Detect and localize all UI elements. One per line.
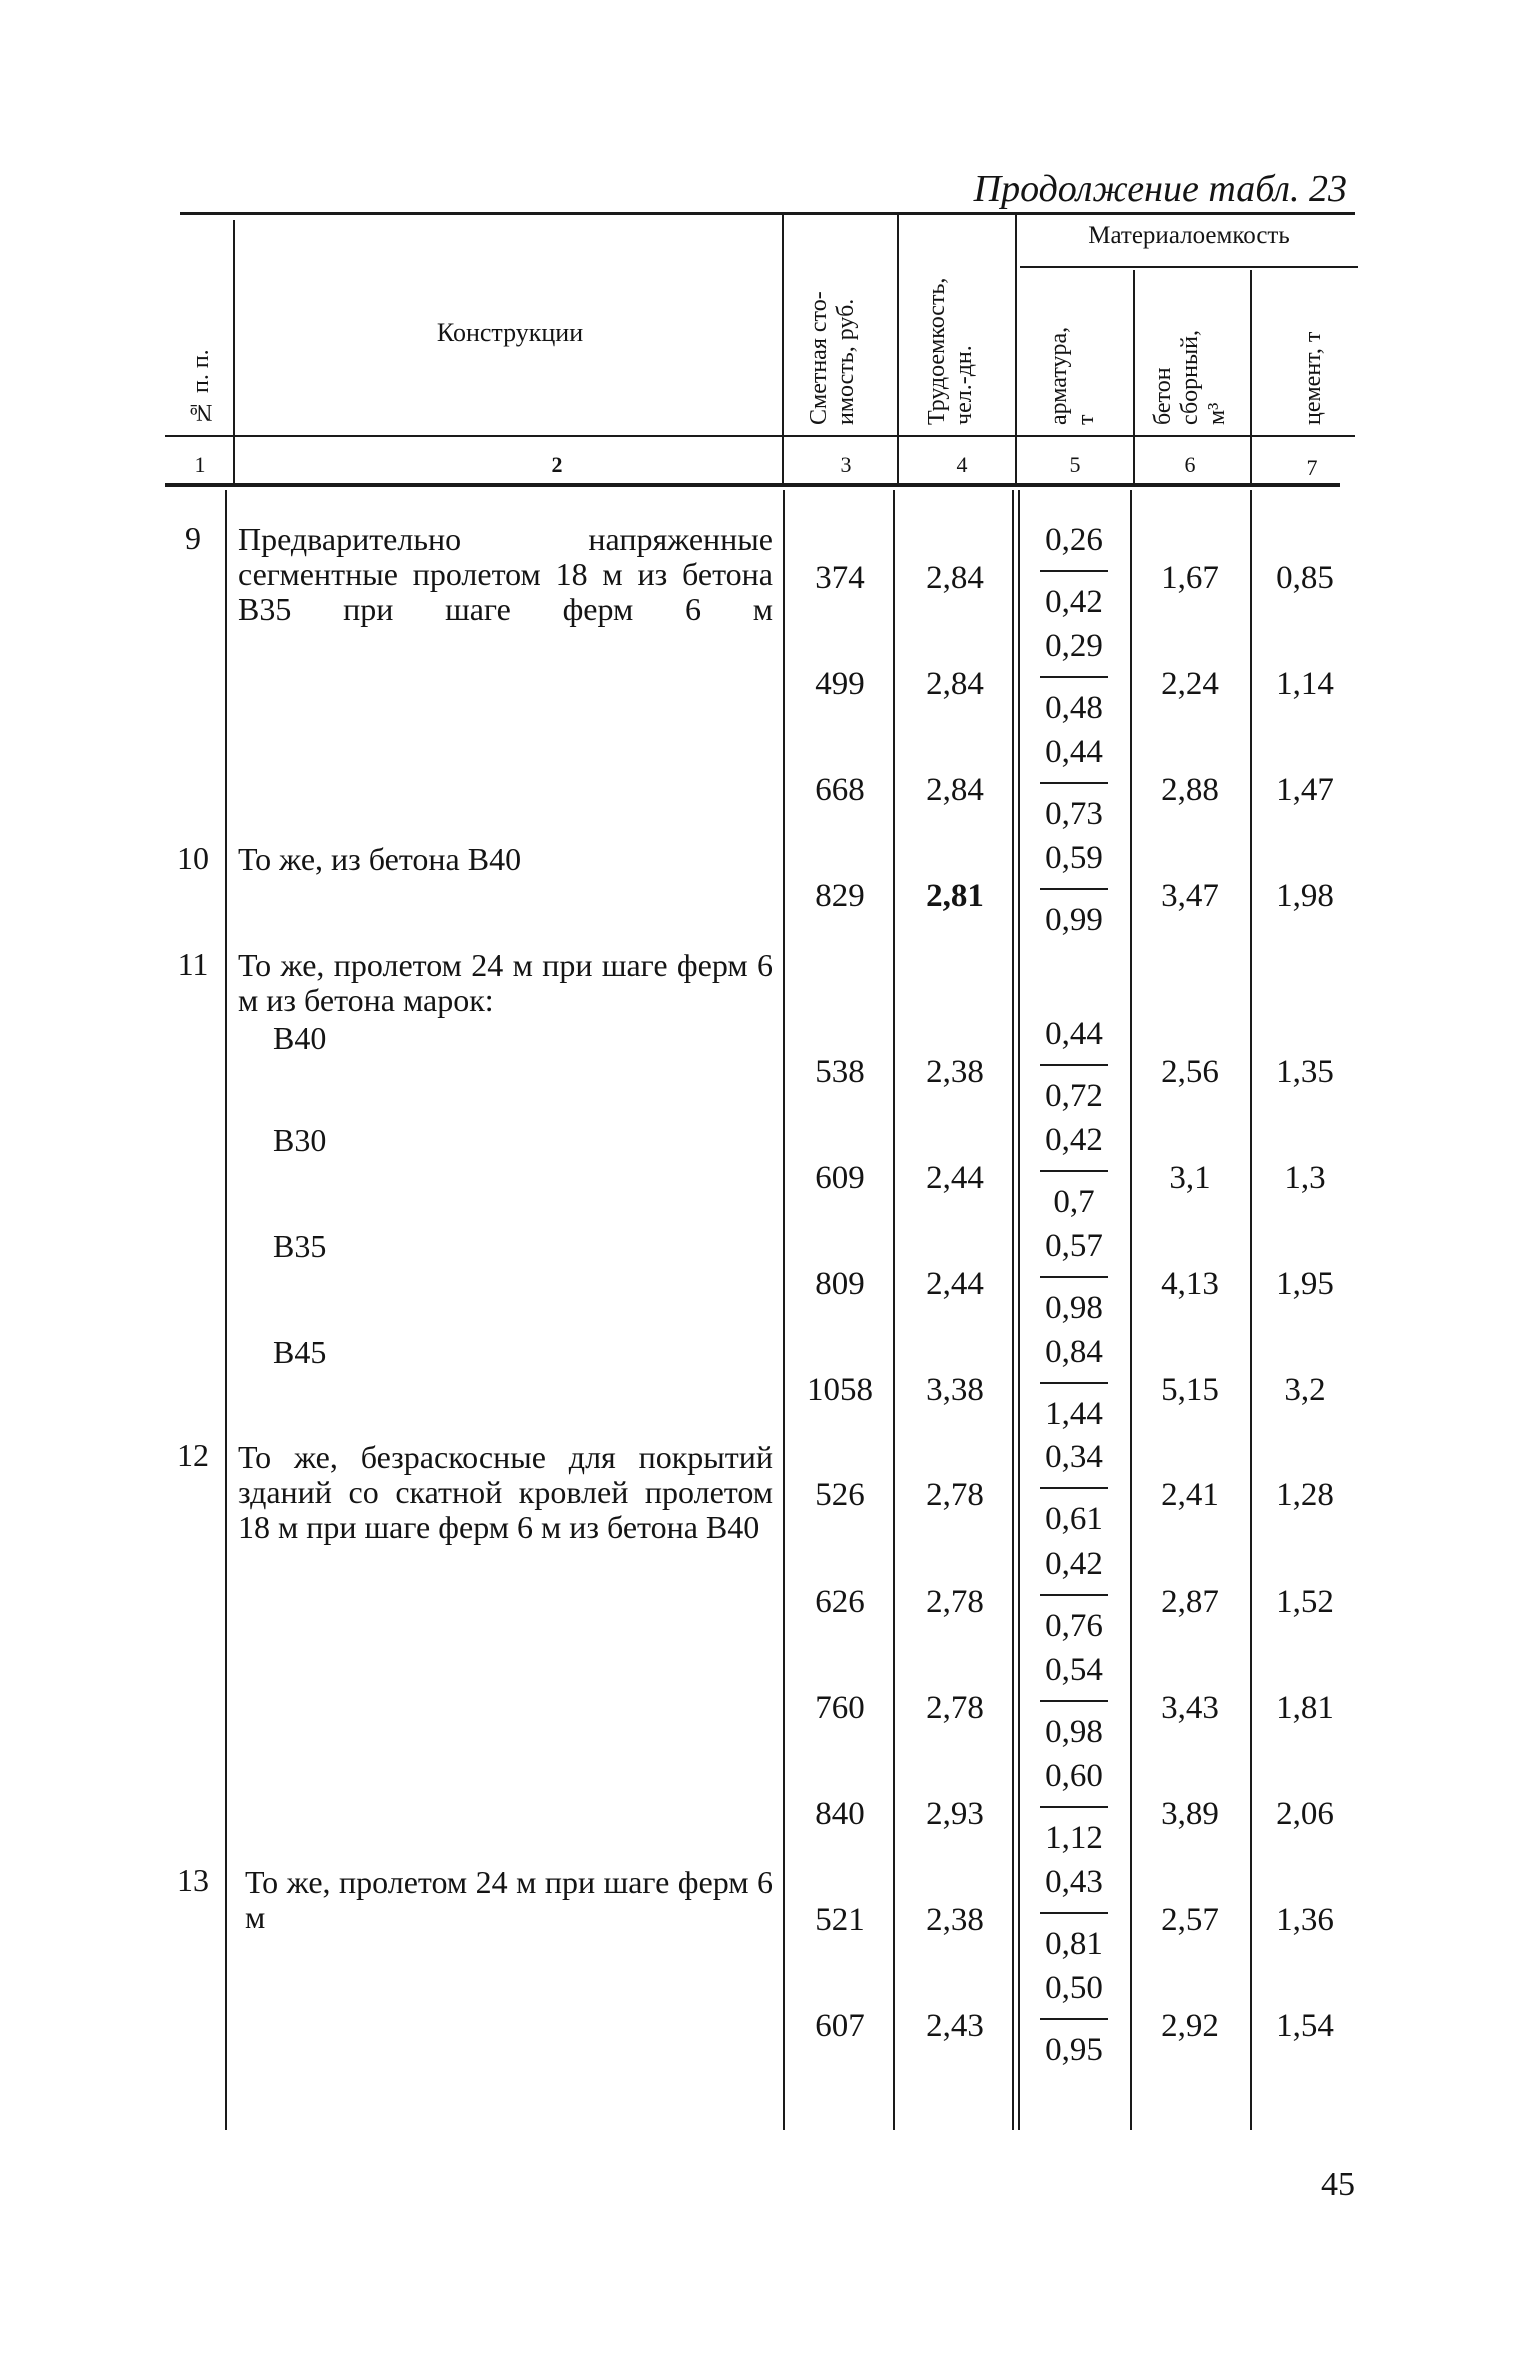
rebar-denominator: 0,7	[1053, 1184, 1095, 1220]
fraction-bar	[1040, 888, 1108, 890]
cell-concrete: 2,24	[1161, 666, 1219, 702]
column-number: 4	[956, 452, 968, 477]
cell-rebar-fraction	[1036, 1439, 1112, 1537]
cell-concrete: 2,56	[1161, 1054, 1219, 1090]
rebar-denominator: 0,99	[1045, 902, 1103, 938]
grade-label: B45	[273, 1334, 327, 1370]
body-col-line	[1018, 490, 1020, 2130]
header-col-line	[1015, 215, 1017, 483]
header-col-line	[782, 215, 784, 483]
header-cement: цемент, т	[1300, 331, 1326, 425]
cell-rebar-fraction	[1036, 628, 1112, 726]
rebar-numerator: 0,60	[1045, 1758, 1103, 1794]
cell-labor: 2,84	[926, 560, 984, 596]
cell-cement: 1,52	[1276, 1584, 1334, 1620]
fraction-bar	[1040, 570, 1108, 572]
cell-cost: 499	[815, 666, 865, 702]
cell-labor: 2,38	[926, 1902, 984, 1938]
cell-labor: 2,93	[926, 1796, 984, 1832]
cell-rebar-fraction	[1036, 1864, 1112, 1962]
cell-cost: 374	[815, 560, 865, 596]
rebar-numerator: 0,42	[1045, 1546, 1103, 1582]
cell-cost: 668	[815, 772, 865, 808]
cell-cement: 1,36	[1276, 1902, 1334, 1938]
rebar-denominator: 0,73	[1045, 796, 1103, 832]
column-number: 1	[194, 452, 206, 477]
rebar-numerator: 0,44	[1045, 734, 1103, 770]
cell-cement: 1,28	[1276, 1477, 1334, 1513]
cell-concrete: 2,88	[1161, 772, 1219, 808]
rebar-denominator: 0,72	[1045, 1078, 1103, 1114]
rebar-denominator: 0,61	[1045, 1501, 1103, 1537]
body-col-line	[1012, 490, 1014, 2130]
header-col-line	[1133, 270, 1135, 483]
cell-labor: 2,84	[926, 666, 984, 702]
cell-concrete: 2,92	[1161, 2008, 1219, 2044]
header-labor: Трудоемкость, чел.-дн.	[924, 277, 977, 425]
fraction-bar	[1040, 1700, 1108, 1702]
cell-cost: 521	[815, 1902, 865, 1938]
item-number: 10	[177, 840, 209, 876]
cell-labor: 2,78	[926, 1477, 984, 1513]
cell-concrete: 5,15	[1161, 1372, 1219, 1408]
fraction-bar	[1040, 676, 1108, 678]
fraction-bar	[1040, 1594, 1108, 1596]
rebar-numerator: 0,43	[1045, 1864, 1103, 1900]
item-number: 12	[177, 1437, 209, 1473]
cell-labor: 2,38	[926, 1054, 984, 1090]
rebar-numerator: 0,29	[1045, 628, 1103, 664]
header-top-rule	[180, 212, 1355, 215]
cell-cost: 840	[815, 1796, 865, 1832]
column-number: 3	[840, 452, 852, 477]
fraction-bar	[1040, 1382, 1108, 1384]
cell-rebar-fraction	[1036, 522, 1112, 620]
rebar-denominator: 0,98	[1045, 1290, 1103, 1326]
item-number: 13	[177, 1862, 209, 1898]
cell-cement: 1,3	[1284, 1160, 1326, 1196]
cell-rebar-fraction	[1036, 840, 1112, 938]
rebar-numerator: 0,34	[1045, 1439, 1103, 1475]
cell-concrete: 1,67	[1161, 560, 1219, 596]
cell-rebar-fraction	[1036, 1016, 1112, 1114]
cell-cement: 1,14	[1276, 666, 1334, 702]
cell-rebar-fraction	[1036, 1334, 1112, 1432]
cell-rebar-fraction	[1036, 1970, 1112, 2068]
body-col-line	[1250, 490, 1252, 2130]
table-caption: Продолжение табл. 23	[973, 168, 1347, 210]
rebar-numerator: 0,44	[1045, 1016, 1103, 1052]
item-description: То же, из бетона B40	[238, 841, 522, 877]
rebar-numerator: 0,26	[1045, 522, 1103, 558]
header-concrete: бетон сборный, м³	[1150, 330, 1230, 425]
header-col-line	[1250, 270, 1252, 483]
cell-cement: 0,85	[1276, 560, 1334, 596]
cell-concrete: 2,57	[1161, 1902, 1219, 1938]
cell-labor: 2,78	[926, 1584, 984, 1620]
fraction-bar	[1040, 1064, 1108, 1066]
column-number: 2	[551, 452, 563, 477]
header-col-line	[233, 220, 235, 483]
cell-labor: 2,44	[926, 1160, 984, 1196]
rebar-denominator: 1,12	[1045, 1820, 1103, 1856]
cell-cost: 1058	[807, 1372, 873, 1408]
column-number: 5	[1069, 452, 1081, 477]
rebar-numerator: 0,54	[1045, 1652, 1103, 1688]
grade-label: B30	[273, 1122, 327, 1158]
cell-cost: 609	[815, 1160, 865, 1196]
cell-cement: 1,35	[1276, 1054, 1334, 1090]
item-description: То же, пролетом 24 м при шаге ферм 6 м из бетона марок:	[238, 947, 773, 1018]
cell-labor: 3,38	[926, 1372, 984, 1408]
cell-cement: 1,95	[1276, 1266, 1334, 1302]
rebar-denominator: 1,44	[1045, 1396, 1103, 1432]
cell-cost: 809	[815, 1266, 865, 1302]
rebar-denominator: 0,42	[1045, 584, 1103, 620]
cell-rebar-fraction	[1036, 1546, 1112, 1644]
header-cost: Сметная сто- имость, руб.	[806, 291, 859, 425]
fraction-bar	[1040, 782, 1108, 784]
cell-labor: 2,44	[926, 1266, 984, 1302]
rebar-denominator: 0,98	[1045, 1714, 1103, 1750]
item-description: То же, пролетом 24 м при шаге ферм 6 м	[245, 1864, 773, 1935]
cell-concrete: 3,1	[1169, 1160, 1211, 1196]
rebar-denominator: 0,48	[1045, 690, 1103, 726]
cell-concrete: 4,13	[1161, 1266, 1219, 1302]
fraction-bar	[1040, 1912, 1108, 1914]
item-number: 9	[185, 520, 201, 556]
grade-label: B40	[273, 1020, 327, 1056]
cell-rebar-fraction	[1036, 1228, 1112, 1326]
cell-cost: 607	[815, 2008, 865, 2044]
cell-rebar-fraction	[1036, 734, 1112, 832]
column-number: 6	[1184, 452, 1196, 477]
item-description: То же, безраскосные для покрытий зданий со скатной кровлей пролетом 18 м при шаге ферм 6 м из бетона B40	[238, 1439, 773, 1545]
rebar-numerator: 0,42	[1045, 1122, 1103, 1158]
header-rebar: арматура, т	[1046, 326, 1099, 425]
cell-rebar-fraction	[1036, 1122, 1112, 1220]
rebar-numerator: 0,57	[1045, 1228, 1103, 1264]
cell-cost: 538	[815, 1054, 865, 1090]
cell-cement: 1,47	[1276, 772, 1334, 808]
cell-cost: 829	[815, 878, 865, 914]
cell-concrete: 2,41	[1161, 1477, 1219, 1513]
header-construction: Конструкции	[436, 318, 584, 347]
cell-rebar-fraction	[1036, 1758, 1112, 1856]
cell-cost: 626	[815, 1584, 865, 1620]
body-col-line	[783, 490, 785, 2130]
cell-concrete: 3,89	[1161, 1796, 1219, 1832]
column-numbers-rule	[165, 483, 1340, 487]
header-num: № п. п.	[188, 349, 214, 425]
cell-cost: 526	[815, 1477, 865, 1513]
rebar-numerator: 0,84	[1045, 1334, 1103, 1370]
fraction-bar	[1040, 1487, 1108, 1489]
item-description: Предварительно напряженные сегментные пролетом 18 м из бетона B35 при шаге ферм 6 м	[238, 521, 773, 627]
cell-labor: 2,78	[926, 1690, 984, 1726]
page-number: 45	[1321, 2166, 1355, 2203]
cell-cement: 1,54	[1276, 2008, 1334, 2044]
rebar-denominator: 0,95	[1045, 2032, 1103, 2068]
cell-cement: 1,98	[1276, 878, 1334, 914]
cell-cement: 3,2	[1284, 1372, 1326, 1408]
cell-cement: 2,06	[1276, 1796, 1334, 1832]
cell-labor: 2,81	[926, 878, 984, 914]
header-col-line	[897, 215, 899, 483]
cell-cement: 1,81	[1276, 1690, 1334, 1726]
rebar-denominator: 0,81	[1045, 1926, 1103, 1962]
fraction-bar	[1040, 1806, 1108, 1808]
body-col-line	[225, 490, 227, 2130]
column-number: 7	[1306, 455, 1318, 480]
cell-labor: 2,84	[926, 772, 984, 808]
cell-cost: 760	[815, 1690, 865, 1726]
grade-label: B35	[273, 1228, 327, 1264]
header-bottom-rule	[165, 435, 1355, 437]
fraction-bar	[1040, 2018, 1108, 2020]
rebar-denominator: 0,76	[1045, 1608, 1103, 1644]
cell-concrete: 3,47	[1161, 878, 1219, 914]
rebar-numerator: 0,50	[1045, 1970, 1103, 2006]
cell-labor: 2,43	[926, 2008, 984, 2044]
rebar-numerator: 0,59	[1045, 840, 1103, 876]
body-col-line	[1130, 490, 1132, 2130]
item-number: 11	[177, 946, 209, 982]
cell-rebar-fraction	[1036, 1652, 1112, 1750]
fraction-bar	[1040, 1170, 1108, 1172]
body-col-line	[893, 490, 895, 2130]
fraction-bar	[1040, 1276, 1108, 1278]
header-material-group: Материалоемкость	[1088, 222, 1290, 249]
material-group-rule	[1020, 266, 1358, 268]
cell-concrete: 3,43	[1161, 1690, 1219, 1726]
cell-concrete: 2,87	[1161, 1584, 1219, 1620]
